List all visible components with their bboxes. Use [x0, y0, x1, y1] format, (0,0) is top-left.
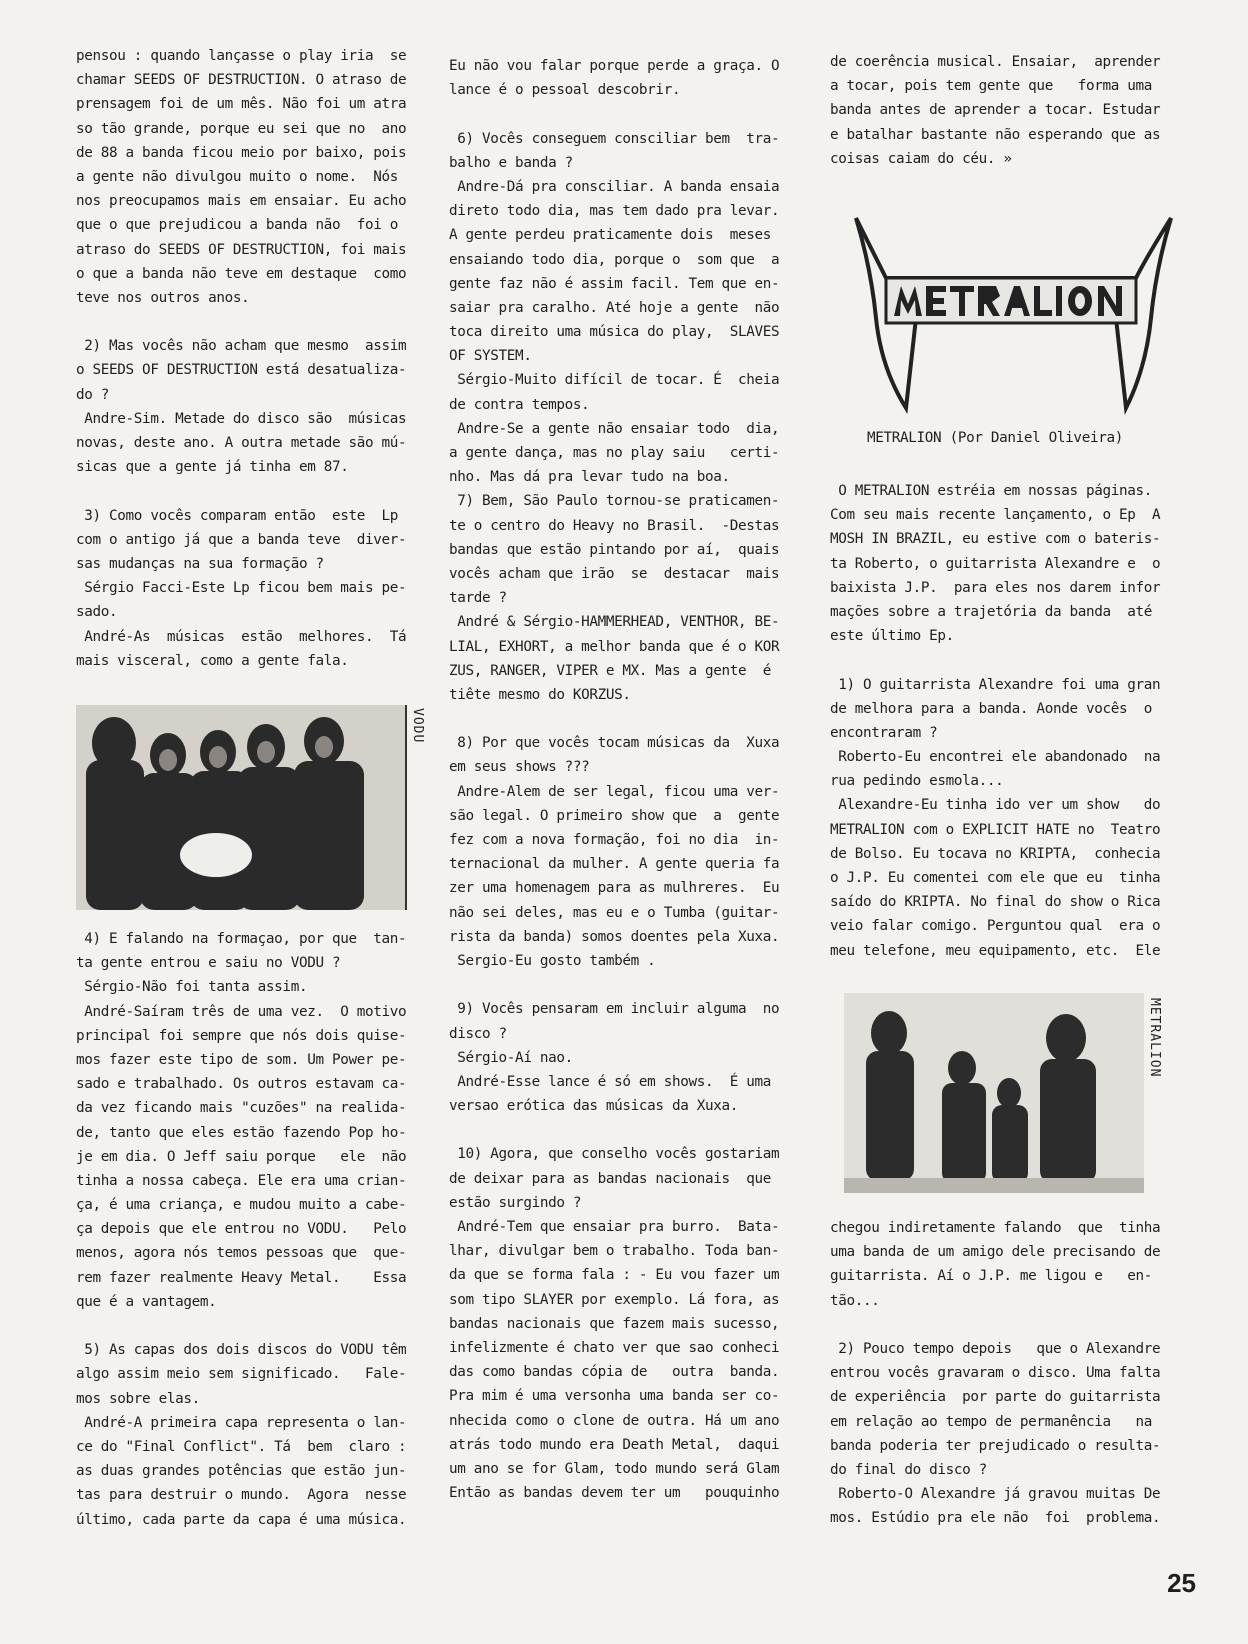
- vodu-band-photo: [76, 705, 407, 910]
- text-line: toca direito uma música do play, SLAVES: [449, 324, 780, 341]
- text-line: zer uma homenagem para as mulhreres. Eu: [449, 880, 780, 897]
- metralion-caption: METRALION (Por Daniel Oliveira): [867, 430, 1123, 446]
- text-line: [449, 707, 804, 731]
- text-line: André-Esse lance é só em shows. É uma: [449, 1073, 772, 1090]
- column-3-bottom: [830, 1216, 1185, 1530]
- text-line: de melhora para a banda. Aonde vocês o: [830, 700, 1153, 717]
- text-line: mos sobre elas.: [76, 1390, 200, 1407]
- text-line: gente faz não é assim facil. Tem que en-: [449, 275, 780, 292]
- text-line: de contra tempos.: [449, 396, 590, 413]
- column-1-bottom: [76, 927, 421, 1532]
- text-line: que o que prejudicou a banda não foi o: [76, 217, 399, 234]
- text-line: estão surgindo ?: [449, 1194, 582, 1211]
- text-line: nho. Mas dá pra levar tudo na boa.: [449, 469, 730, 486]
- text-line: do final do disco ?: [830, 1461, 987, 1478]
- text-line: [76, 310, 421, 334]
- text-line: entrou vocês gravaram o disco. Uma falta: [830, 1365, 1161, 1382]
- text-line: último, cada parte da capa é uma música.: [76, 1511, 407, 1528]
- page-number: 25: [1167, 1568, 1196, 1598]
- text-line: uma banda de um amigo dele precisando de: [830, 1244, 1161, 1261]
- text-line: o SEEDS OF DESTRUCTION está desatualiza-: [76, 362, 407, 379]
- text-line: tas para destruir o mundo. Agora nesse: [76, 1487, 407, 1504]
- text-line: guitarrista. Aí o J.P. me ligou e en-: [830, 1268, 1153, 1285]
- text-line: e batalhar bastante não esperando que as: [830, 126, 1161, 143]
- text-line: vocês acham que irão se destacar mais: [449, 565, 780, 582]
- text-line: bandas que estão pintando por aí, quais: [449, 541, 780, 558]
- text-line: que é a vantagem.: [76, 1293, 217, 1310]
- text-line: a gente dança, mas no play saiu certi-: [449, 445, 780, 461]
- text-line: [76, 479, 421, 503]
- text-line: 4) E falando na formaçao, por que tan-: [76, 931, 407, 947]
- text-line: banda poderia ter prejudicado o resulta-: [830, 1437, 1161, 1454]
- text-line: Sérgio-Muito difícil de tocar. É cheia: [449, 372, 780, 389]
- text-line: O METRALION estréia em nossas páginas.: [830, 483, 1153, 499]
- text-line: ensaiando todo dia, porque o som que a: [449, 251, 780, 268]
- text-line: som tipo SLAYER por exemplo. Lá fora, as: [449, 1291, 780, 1308]
- text-line: 2) Mas vocês não acham que mesmo assim: [76, 338, 407, 355]
- text-line: de experiência por parte do guitarrista: [830, 1389, 1161, 1406]
- text-line: atraso do SEEDS OF DESTRUCTION, foi mais: [76, 241, 407, 258]
- text-line: saído do KRIPTA. No final do show o Rica: [830, 894, 1161, 911]
- text-line: chegou indiretamente falando que tinha: [830, 1220, 1161, 1236]
- text-line: atrás todo mundo era Death Metal, daqui: [449, 1436, 780, 1453]
- text-line: com o antigo já que a banda teve diver-: [76, 531, 407, 548]
- text-line: rem fazer realmente Heavy Metal. Essa: [76, 1269, 407, 1286]
- text-line: direto todo dia, mas tem dado pra levar.: [449, 203, 780, 220]
- text-line: menos, agora nós temos pessoas que que-: [76, 1245, 407, 1262]
- text-line: A gente perdeu praticamente dois meses: [449, 227, 772, 244]
- text-line: baixista J.P. para eles nos darem infor: [830, 579, 1161, 596]
- text-line: não sei deles, mas eu e o Tumba (guitar-: [449, 904, 780, 921]
- text-line: ça, é uma criança, e mudou muito a cabe-: [76, 1197, 407, 1214]
- text-line: 8) Por que vocês tocam músicas da Xuxa: [449, 735, 780, 752]
- text-line: algo assim meio sem significado. Fale-: [76, 1366, 407, 1383]
- text-line: este último Ep.: [830, 628, 954, 645]
- column-3-top: [830, 50, 1185, 171]
- text-line: de deixar para as bandas nacionais que: [449, 1170, 772, 1187]
- text-line: MOSH IN BRAZIL, eu estive com o bateris-: [830, 531, 1161, 548]
- text-line: mos. Estúdio pra ele não foi problema.: [830, 1510, 1161, 1527]
- text-line: as duas grandes potências que estão jun-: [76, 1463, 407, 1480]
- text-line: 3) Como vocês comparam então este Lp: [76, 507, 399, 524]
- text-line: encontraram ?: [830, 724, 938, 741]
- column-1-top: [76, 44, 421, 673]
- text-line: banda antes de aprender a tocar. Estudar: [830, 102, 1161, 119]
- text-line: ta gente entrou e saiu no VODU ?: [76, 955, 341, 972]
- text-line: André-As músicas estão melhores. Tá: [76, 628, 407, 645]
- text-line: ternacional da mulher. A gente queria fa: [449, 856, 780, 873]
- text-line: André-Saíram três de uma vez. O motivo: [76, 1003, 407, 1020]
- text-line: Andre-Alem de ser legal, ficou uma ver-: [449, 783, 780, 800]
- metralion-photo-label: METRALION: [1147, 998, 1162, 1078]
- text-line: 5) As capas dos dois discos do VODU têm: [76, 1342, 407, 1359]
- text-line: ZUS, RANGER, VIPER e MX. Mas a gente é: [449, 662, 772, 679]
- text-line: principal foi sempre que nós dois quise-: [76, 1027, 407, 1044]
- text-line: lhar, divulgar bem o trabalho. Toda ban-: [449, 1243, 780, 1260]
- text-line: Eu não vou falar porque perde a graça. O: [449, 58, 780, 74]
- text-line: [830, 1313, 1185, 1337]
- text-line: Com seu mais recente lançamento, o Ep A: [830, 507, 1161, 524]
- text-line: [449, 1118, 804, 1142]
- text-line: te o centro do Heavy no Brasil. -Destas: [449, 517, 780, 534]
- text-line: 9) Vocês pensaram em incluir alguma no: [449, 1001, 780, 1018]
- text-line: tão...: [830, 1292, 880, 1309]
- text-line: do ?: [76, 386, 110, 403]
- text-line: infelizmente é chato ver que sao conheci: [449, 1339, 780, 1356]
- text-line: pensou : quando lançasse o play iria se: [76, 48, 407, 64]
- text-line: tiête mesmo do KORZUS.: [449, 686, 631, 703]
- text-line: so tão grande, porque eu sei que no ano: [76, 120, 407, 137]
- text-line: 7) Bem, São Paulo tornou-se praticamen-: [449, 493, 780, 510]
- text-line: de coerência musical. Ensaiar, aprender: [830, 54, 1161, 70]
- text-line: tarde ?: [449, 590, 507, 607]
- text-line: Andre-Dá pra consciliar. A banda ensaia: [449, 178, 780, 195]
- text-line: LIAL, EXHORT, a melhor banda que é o KOR: [449, 638, 780, 655]
- text-line: mais visceral, como a gente fala.: [76, 652, 349, 669]
- text-line: o que a banda não teve em destaque como: [76, 265, 407, 282]
- text-line: [76, 1314, 421, 1338]
- text-line: METRALION com o EXPLICIT HATE no Teatro: [830, 821, 1161, 838]
- text-line: sicas que a gente já tinha em 87.: [76, 459, 349, 476]
- text-line: sado.: [76, 604, 118, 621]
- text-line: prensagem foi de um mês. Não foi um atra: [76, 96, 407, 113]
- text-line: nhecida como o clone de outra. Há um ano: [449, 1412, 780, 1429]
- vodu-photo-label: VODU: [410, 708, 425, 744]
- text-line: em seus shows ???: [449, 759, 590, 776]
- text-line: Andre-Se a gente não ensaiar todo dia,: [449, 420, 780, 437]
- metralion-photo-image: [844, 993, 1144, 1193]
- text-line: versao erótica das músicas da Xuxa.: [449, 1098, 739, 1115]
- text-line: tinha a nossa cabeça. Ele era uma crian-: [76, 1172, 407, 1189]
- text-line: da que se forma fala : - Eu vou fazer um: [449, 1267, 780, 1284]
- text-line: das como bandas cópia de outra banda.: [449, 1364, 780, 1381]
- text-line: Alexandre-Eu tinha ido ver um show do: [830, 797, 1161, 814]
- text-line: 6) Vocês conseguem consciliar bem tra-: [449, 130, 780, 147]
- text-line: Sergio-Eu gosto também .: [449, 952, 656, 969]
- text-line: nos preocupamos mais em ensaiar. Eu acho: [76, 193, 407, 210]
- text-line: Então as bandas devem ter um pouquinho: [449, 1485, 780, 1502]
- column-2: [449, 54, 804, 1505]
- text-line: ça depois que ele entrou no VODU. Pelo: [76, 1221, 407, 1238]
- text-line: chamar SEEDS OF DESTRUCTION. O atraso de: [76, 72, 407, 89]
- text-line: André-Tem que ensaiar pra burro. Bata-: [449, 1219, 780, 1235]
- metralion-logo-art: [846, 198, 1176, 428]
- vodu-photo-image: [76, 705, 405, 910]
- text-line: André & Sérgio-HAMMERHEAD, VENTHOR, BE-: [449, 614, 780, 631]
- text-line: teve nos outros anos.: [76, 289, 250, 306]
- text-line: novas, deste ano. A outra metade são mú-: [76, 435, 407, 451]
- text-line: mos fazer este tipo de som. Um Power pe-: [76, 1051, 407, 1068]
- text-line: a gente não divulgou muito o nome. Nós: [76, 168, 399, 185]
- text-line: veio falar comigo. Perguntou qual era o: [830, 918, 1161, 935]
- text-line: rua pedindo esmola...: [830, 773, 1004, 790]
- text-line: Roberto-O Alexandre já gravou muitas De: [830, 1486, 1161, 1503]
- text-line: Sérgio Facci-Este Lp ficou bem mais pe-: [76, 580, 407, 597]
- text-line: 2) Pouco tempo depois que o Alexandre: [830, 1340, 1161, 1357]
- text-line: meu telefone, meu equipamento, etc. Ele: [830, 942, 1161, 959]
- text-line: Andre-Sim. Metade do disco são músicas: [76, 410, 407, 427]
- text-line: [830, 648, 1185, 672]
- text-line: Pra mim é uma versonha uma banda ser co-: [449, 1388, 780, 1405]
- text-line: [449, 102, 804, 126]
- text-line: bandas nacionais que fazem mais sucesso,: [449, 1315, 780, 1332]
- text-line: 10) Agora, que conselho vocês gostariam: [449, 1146, 780, 1163]
- text-line: saiar pra caralho. Até hoje a gente não: [449, 299, 780, 316]
- text-line: je em dia. O Jeff saiu porque ele não: [76, 1148, 407, 1165]
- column-3-middle: [830, 479, 1185, 963]
- text-line: coisas caiam do céu. »: [830, 150, 1012, 167]
- text-line: a tocar, pois tem gente que forma uma: [830, 78, 1153, 95]
- text-line: fez com a nova formação, foi no dia in-: [449, 832, 780, 848]
- text-line: [449, 973, 804, 997]
- text-line: balho e banda ?: [449, 154, 573, 171]
- text-line: Sérgio-Aí nao.: [449, 1049, 573, 1066]
- text-line: o J.P. Eu comentei com ele que eu tinha: [830, 870, 1161, 886]
- text-line: mações sobre a trajetória da banda até: [830, 603, 1153, 620]
- text-line: OF SYSTEM.: [449, 348, 532, 365]
- text-line: de 88 a banda ficou meio por baixo, pois: [76, 144, 407, 161]
- metralion-logo: [846, 198, 1176, 428]
- text-line: Sérgio-Não foi tanta assim.: [76, 979, 308, 996]
- text-line: Roberto-Eu encontrei ele abandonado na: [830, 749, 1161, 766]
- metralion-band-photo: [844, 993, 1144, 1193]
- text-line: ce do "Final Conflict". Tá bem claro :: [76, 1438, 407, 1455]
- text-line: disco ?: [449, 1025, 507, 1042]
- text-line: em relação ao tempo de permanência na: [830, 1413, 1153, 1430]
- text-line: da vez ficando mais "cuzões" na realida-: [76, 1100, 407, 1117]
- text-line: 1) O guitarrista Alexandre foi uma gran: [830, 676, 1161, 693]
- text-line: rista da banda) somos doentes pela Xuxa.: [449, 928, 780, 945]
- text-line: são legal. O primeiro show que a gente: [449, 807, 780, 824]
- text-line: ta Roberto, o guitarrista Alexandre e o: [830, 555, 1161, 572]
- text-line: de Bolso. Eu tocava no KRIPTA, conhecia: [830, 845, 1161, 862]
- text-line: de, tanto que eles estão fazendo Pop ho-: [76, 1124, 407, 1141]
- text-line: sas mudanças na sua formação ?: [76, 555, 324, 572]
- text-line: André-A primeira capa representa o lan-: [76, 1414, 407, 1431]
- text-line: lance é o pessoal descobrir.: [449, 82, 681, 99]
- text-line: um ano se for Glam, todo mundo será Glam: [449, 1460, 780, 1477]
- text-line: sado e trabalhado. Os outros estavam ca-: [76, 1076, 407, 1093]
